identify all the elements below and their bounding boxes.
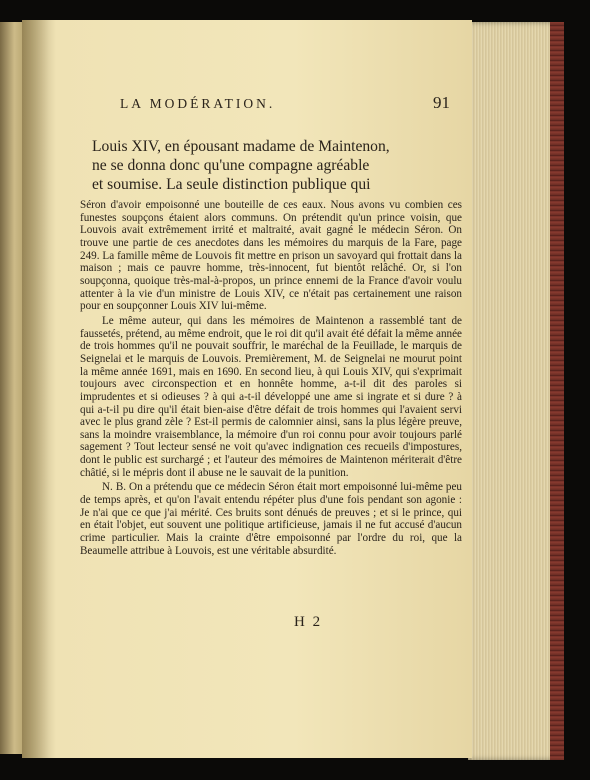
page-number: 91 bbox=[433, 93, 450, 112]
footnotes bbox=[80, 199, 462, 559]
verse-line: ne se donna donc qu'une compagne agréable bbox=[92, 157, 370, 174]
book-page-edges bbox=[468, 22, 564, 760]
verse-line: et soumise. La seule distinction publique qui bbox=[92, 176, 371, 193]
verse-block bbox=[92, 137, 460, 194]
note-paragraph: Séron d'avoir empoisonné une bouteille de ces eaux. Nous avons vu combien ces funestes soupçons étaient alors communs. On prétendit qu'un prince voisin, que Louvois avait extrêmement irrité et maltraité, avait gagné le médecin Séron. On trouve une partie de ces anecdotes dans les mémoires du marquis de la Fare, page 249. La famille même de Louvois fit mettre en prison un savoyard qui frottait dans la maison ; mais ce pauvre homme, très-innocent, fut bientôt relâché. Or, si l'on soupçonna, quoique très-mal-à-propos, un prince ennemi de la France d'avoir voulu attenter à la vie d'un ministre de Louis XIV, ce n'était pas certainement une raison pour en soupçonner Louis XIV lui-même. bbox=[80, 199, 462, 313]
note-paragraph: N. B. On a prétendu que ce médecin Séron était mort empoisonné lui-même peu de temps après, et qu'on l'avait entendu répéter plus d'une fois pendant son agonie : Je n'ai que ce que j'ai mérité. Ces bruits sont dénués de preuves ; et si le prince, qui en était l'objet, eut souvent une politique artificieuse, jamais il ne fut accusé d'aucun crime particulier. Mais la crainte d'être empoisonné par l'ordre du roi, que la Beaumelle attribue à Louvois, est une véritable absurdité. bbox=[80, 481, 462, 557]
signature-mark: H 2 bbox=[294, 614, 323, 630]
book-page bbox=[22, 20, 472, 758]
running-title: LA MODÉRATION. bbox=[120, 96, 276, 111]
verse-line: Louis XIV, en épousant madame de Maintenon, bbox=[92, 138, 390, 155]
facing-page-edge bbox=[0, 22, 24, 754]
note-paragraph: Le même auteur, qui dans les mémoires de Maintenon a rassemblé tant de faussetés, prétend, au même endroit, que le roi dit qu'il avait été défait la même année de trois hommes qu'il ne pouvait souffrir, le maréchal de la Feuillade, le marquis de Seignelai et le marquis de Louvois. Premièrement, M. de Seignelai ne mourut point la même année 1691, mais en 1690. En second lieu, à qui Louis XIV, qui s'exprimait toujours avec circonspection et en honnête homme, a-t-il dit des paroles si imprudentes et si odieuses ? à qui a-t-il développé une ame si ingrate et si dure ? à qui a-t-il pu dire qu'il était bien-aise d'être défait de trois hommes qui l'avaient servi avec le plus grand zèle ? Est-il permis de calomnier ainsi, sans la plus légère preuve, sans la moindre vraisemblance, la mémoire d'un roi connu pour avoir toujours parlé sagement ? Tout lecteur sensé ne voit qu'avec indignation ces recueils d'impostures, dont le public est surchargé ; et l'auteur des mémoires de Maintenon mériterait d'être châtié, si le mépris dont il abuse ne le sauvait de la punition. bbox=[80, 314, 462, 479]
gutter-shadow bbox=[22, 20, 56, 758]
running-head bbox=[120, 93, 450, 113]
